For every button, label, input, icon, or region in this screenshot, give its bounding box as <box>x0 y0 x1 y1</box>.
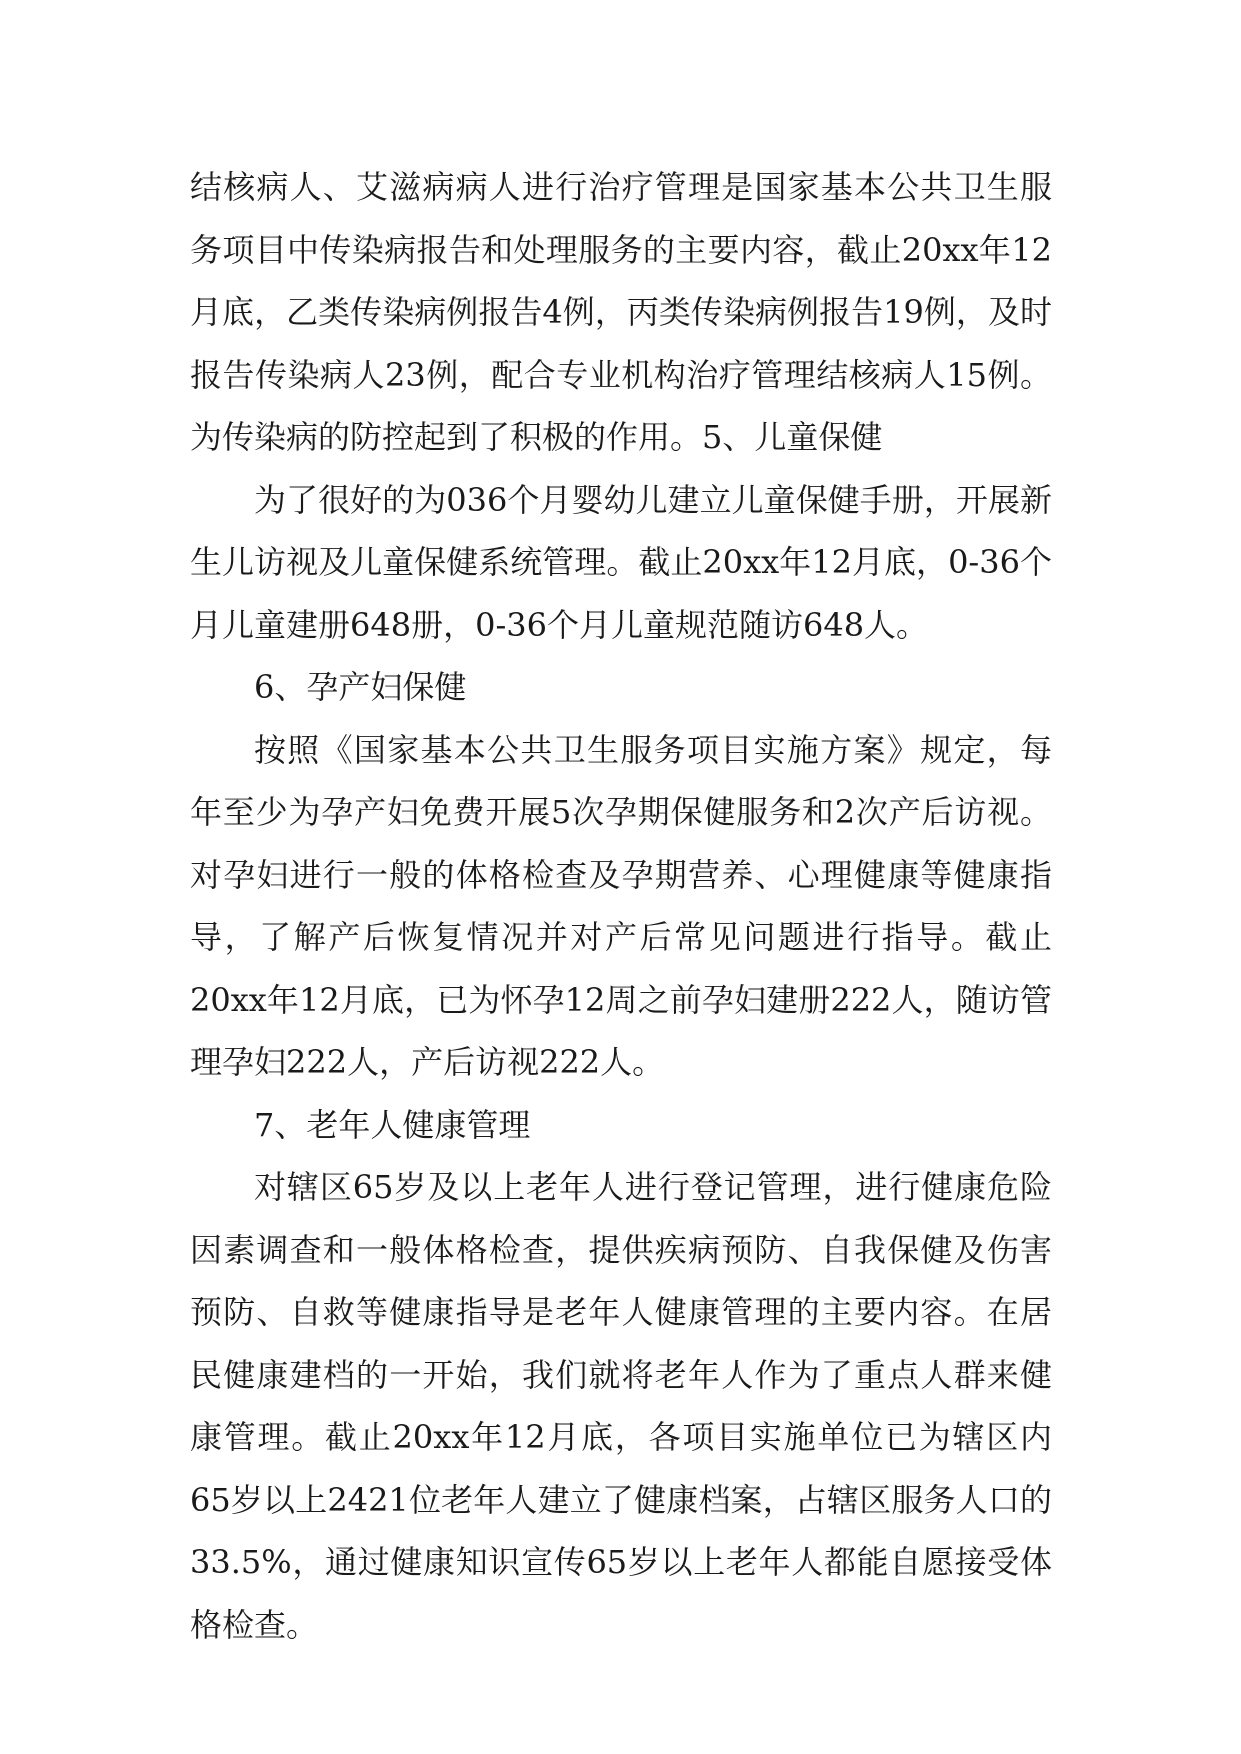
heading-elderly-health: 7、老年人健康管理 <box>254 1105 531 1144</box>
paragraph-elderly-health: 对辖区65岁及以上老年人进行登记管理，进行健康危险因素调查和一般体格检查，提供疾病预防、自我保健及伤害预防、自救等健康指导是老年人健康管理的主要内容。在居民健康建档的一开始，我们就将老年人作为了重点人群来健康管理。截止20xx年12月底，各项目实施单位已为辖区内65岁以上2421位老年人建立了健康档案，占辖区服务人口的33.5%，通过健康知识宣传65岁以上老年人都能自愿接受体格检查。 <box>190 1168 1052 1644</box>
paragraph-communicable-disease: 结核病人、艾滋病病人进行治疗管理是国家基本公共卫生服务项目中传染病报告和处理服务的主要内容，截止20xx年12月底，乙类传染病例报告4例，丙类传染病例报告19例，及时报告传染病人23例，配合专业机构治疗管理结核病人15例。为传染病的防控起到了积极的作用。5、儿童保健 <box>190 168 1052 456</box>
heading-maternal-health: 6、孕产妇保健 <box>254 668 467 706</box>
paragraph-maternal-health: 按照《国家基本公共卫生服务项目实施方案》规定，每年至少为孕产妇免费开展5次孕期保健服务和2次产后访视。对孕妇进行一般的体格检查及孕期营养、心理健康等健康指导，了解产后恢复情况并对产后常见问题进行指导。截止20xx年12月底，已为怀孕12周之前孕妇建册222人，随访管理孕妇222人，产后访视222人。 <box>190 730 1052 1081</box>
document-body <box>190 156 1052 1656</box>
paragraph-child-health: 为了很好的为036个月婴幼儿建立儿童保健手册，开展新生儿访视及儿童保健系统管理。截止20xx年12月底，0-36个月儿童建册648册，0-36个月儿童规范随访648人。 <box>190 480 1052 644</box>
